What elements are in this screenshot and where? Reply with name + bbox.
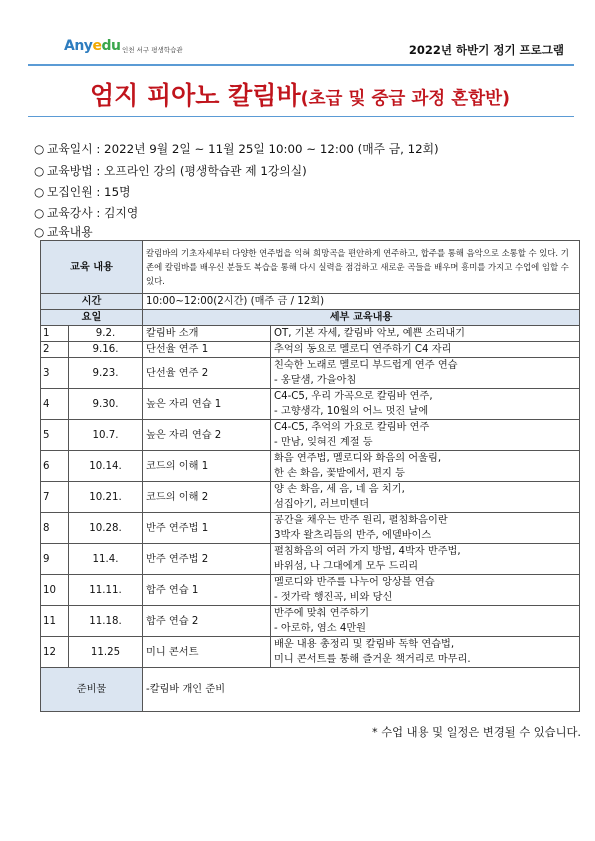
- session-number: 2: [41, 342, 69, 358]
- table-row: [41, 358, 580, 389]
- session-topic: 단선율 연주 2: [143, 358, 271, 389]
- detail-line-1: 배운 내용 총정리 및 칼림바 독학 연습법,: [274, 639, 455, 650]
- session-detail: [271, 544, 580, 575]
- title-main: 엄지 피아노 칼림바: [89, 81, 301, 110]
- detail-line-2: - 아로하, 염소 4만원: [274, 623, 367, 634]
- detail-line-2: - 만남, 잊혀진 계절 등: [274, 437, 373, 448]
- session-topic: 합주 연습 2: [143, 606, 271, 637]
- table-row: [41, 420, 580, 451]
- top-divider: [28, 64, 574, 66]
- detail-line-2: - 옹달샘, 가을아침: [274, 375, 357, 386]
- session-detail: [271, 513, 580, 544]
- detail-header: 세부 교육내용: [143, 310, 580, 326]
- detail-line-2: 3박자 왈츠리듬의 반주, 에델바이스: [274, 530, 432, 541]
- detail-line-1: 친숙한 노래로 멜로디 부드럽게 연주 연습: [274, 360, 458, 371]
- detail-line-2: 바위섬, 나 그대에게 모두 드리리: [274, 561, 419, 572]
- prep-label: 준비물: [41, 668, 143, 712]
- session-date: 11.4.: [69, 544, 143, 575]
- session-topic: 반주 연주법 1: [143, 513, 271, 544]
- title-divider: [28, 116, 574, 117]
- session-topic: 높은 자리 연습 2: [143, 420, 271, 451]
- program-label: 2022년 하반기 정기 프로그램: [408, 43, 564, 57]
- session-topic: 코드의 이해 1: [143, 451, 271, 482]
- intro-text: 칼림바의 기초자세부터 다양한 연주법을 익혀 희망곡을 편안하게 연주하고, 합주를 통해 음악으로 소통할 수 있다. 기존에 칼림바를 배우신 분들도 복습을 통해 다시 실력을 점검하고 새로운 곡들을 배우며 흥미를 가지고 수업에 임할 수 있다.: [143, 241, 580, 294]
- session-date: 10.7.: [69, 420, 143, 451]
- table-row: [41, 575, 580, 606]
- session-detail: [271, 389, 580, 420]
- session-topic: 미니 콘서트: [143, 637, 271, 668]
- session-topic: 반주 연주법 2: [143, 544, 271, 575]
- info-schedule: ○ 교육일시 : 2022년 9월 2일 ~ 11월 25일 10:00 ~ 12:00 (매주 금, 12회): [34, 142, 439, 156]
- detail-line-1: 추억의 동요로 멜로디 연주하기 C4 자리: [274, 344, 452, 355]
- session-number: 8: [41, 513, 69, 544]
- logo-subtitle: 인천 서구 평생학습관: [122, 46, 183, 54]
- session-detail: [271, 637, 580, 668]
- detail-line-1: C4-C5, 추억의 가요로 칼림바 연주: [274, 422, 430, 433]
- session-detail: [271, 420, 580, 451]
- prep-value: -칼림바 개인 준비: [143, 668, 580, 712]
- session-detail: [271, 575, 580, 606]
- table-row: [41, 451, 580, 482]
- session-number: 7: [41, 482, 69, 513]
- info-capacity: ○ 모집인원 : 15명: [34, 185, 131, 199]
- info-instructor: ○ 교육강사 : 김지영: [34, 206, 139, 220]
- detail-line-1: 화음 연주법, 멜로디와 화음의 어울림,: [274, 453, 442, 464]
- session-number: 5: [41, 420, 69, 451]
- table-row: [41, 342, 580, 358]
- page-title: [30, 76, 570, 112]
- session-detail: [271, 482, 580, 513]
- table-row: [41, 637, 580, 668]
- time-label: 시간: [41, 294, 143, 310]
- curriculum-table: [40, 240, 580, 712]
- detail-line-2: 한 손 화음, 꽃밭에서, 편지 등: [274, 468, 405, 479]
- session-topic: 코드의 이해 2: [143, 482, 271, 513]
- session-date: 10.14.: [69, 451, 143, 482]
- table-row: [41, 482, 580, 513]
- session-detail: [271, 342, 580, 358]
- session-detail: [271, 326, 580, 342]
- session-topic: 높은 자리 연습 1: [143, 389, 271, 420]
- detail-line-1: C4-C5, 우리 가곡으로 칼림바 연주,: [274, 391, 433, 402]
- info-method: ○ 교육방법 : 오프라인 강의 (평생학습관 제 1강의실): [34, 164, 307, 178]
- table-row: [41, 606, 580, 637]
- table-row: [41, 326, 580, 342]
- detail-line-2: 섬집아기, 러브미텐더: [274, 499, 370, 510]
- detail-line-2: - 젓가락 행진곡, 비와 당신: [274, 592, 393, 603]
- session-date: 11.11.: [69, 575, 143, 606]
- session-date: 9.16.: [69, 342, 143, 358]
- session-date: 11.18.: [69, 606, 143, 637]
- session-number: 10: [41, 575, 69, 606]
- info-content: ○ 교육내용: [34, 225, 93, 239]
- detail-line-2: - 고향생각, 10월의 어느 멋진 날에: [274, 406, 429, 417]
- detail-line-1: 멜로디와 반주를 나누어 앙상블 연습: [274, 577, 435, 588]
- table-row: [41, 544, 580, 575]
- session-detail: [271, 451, 580, 482]
- session-topic: 칼림바 소개: [143, 326, 271, 342]
- detail-line-1: 펼침화음의 여러 가지 방법, 4박자 반주법,: [274, 546, 461, 557]
- day-header: 요일: [41, 310, 143, 326]
- detail-line-1: OT, 기본 자세, 칼림바 악보, 예쁜 소리내기: [274, 328, 466, 339]
- session-number: 1: [41, 326, 69, 342]
- detail-line-2: 미니 콘서트를 통해 즐거운 책거리로 마무리.: [274, 654, 471, 665]
- title-sub: (초급 및 중급 과정 혼합반): [300, 89, 511, 109]
- session-date: 9.30.: [69, 389, 143, 420]
- change-notice: * 수업 내용 및 일정은 변경될 수 있습니다.: [372, 726, 581, 739]
- time-value: 10:00~12:00(2시간) (매주 금 / 12회): [143, 294, 580, 310]
- session-detail: [271, 358, 580, 389]
- session-topic: 합주 연습 1: [143, 575, 271, 606]
- page-header: [64, 36, 564, 66]
- session-number: 6: [41, 451, 69, 482]
- session-number: 9: [41, 544, 69, 575]
- session-number: 4: [41, 389, 69, 420]
- session-date: 10.21.: [69, 482, 143, 513]
- session-detail: [271, 606, 580, 637]
- session-date: 9.2.: [69, 326, 143, 342]
- intro-label: 교육 내용: [41, 241, 143, 294]
- detail-line-1: 반주에 맞춰 연주하기: [274, 608, 370, 619]
- detail-line-1: 양 손 화음, 세 음, 네 음 치기,: [274, 484, 405, 495]
- session-date: 9.23.: [69, 358, 143, 389]
- session-number: 12: [41, 637, 69, 668]
- session-date: 10.28.: [69, 513, 143, 544]
- session-topic: 단선율 연주 1: [143, 342, 271, 358]
- detail-line-1: 공간을 채우는 반주 원리, 펼침화음이란: [274, 515, 448, 526]
- anyedu-logo: Anyedu: [64, 38, 121, 54]
- table-row: [41, 389, 580, 420]
- session-number: 3: [41, 358, 69, 389]
- session-date: 11.25: [69, 637, 143, 668]
- table-row: [41, 513, 580, 544]
- session-number: 11: [41, 606, 69, 637]
